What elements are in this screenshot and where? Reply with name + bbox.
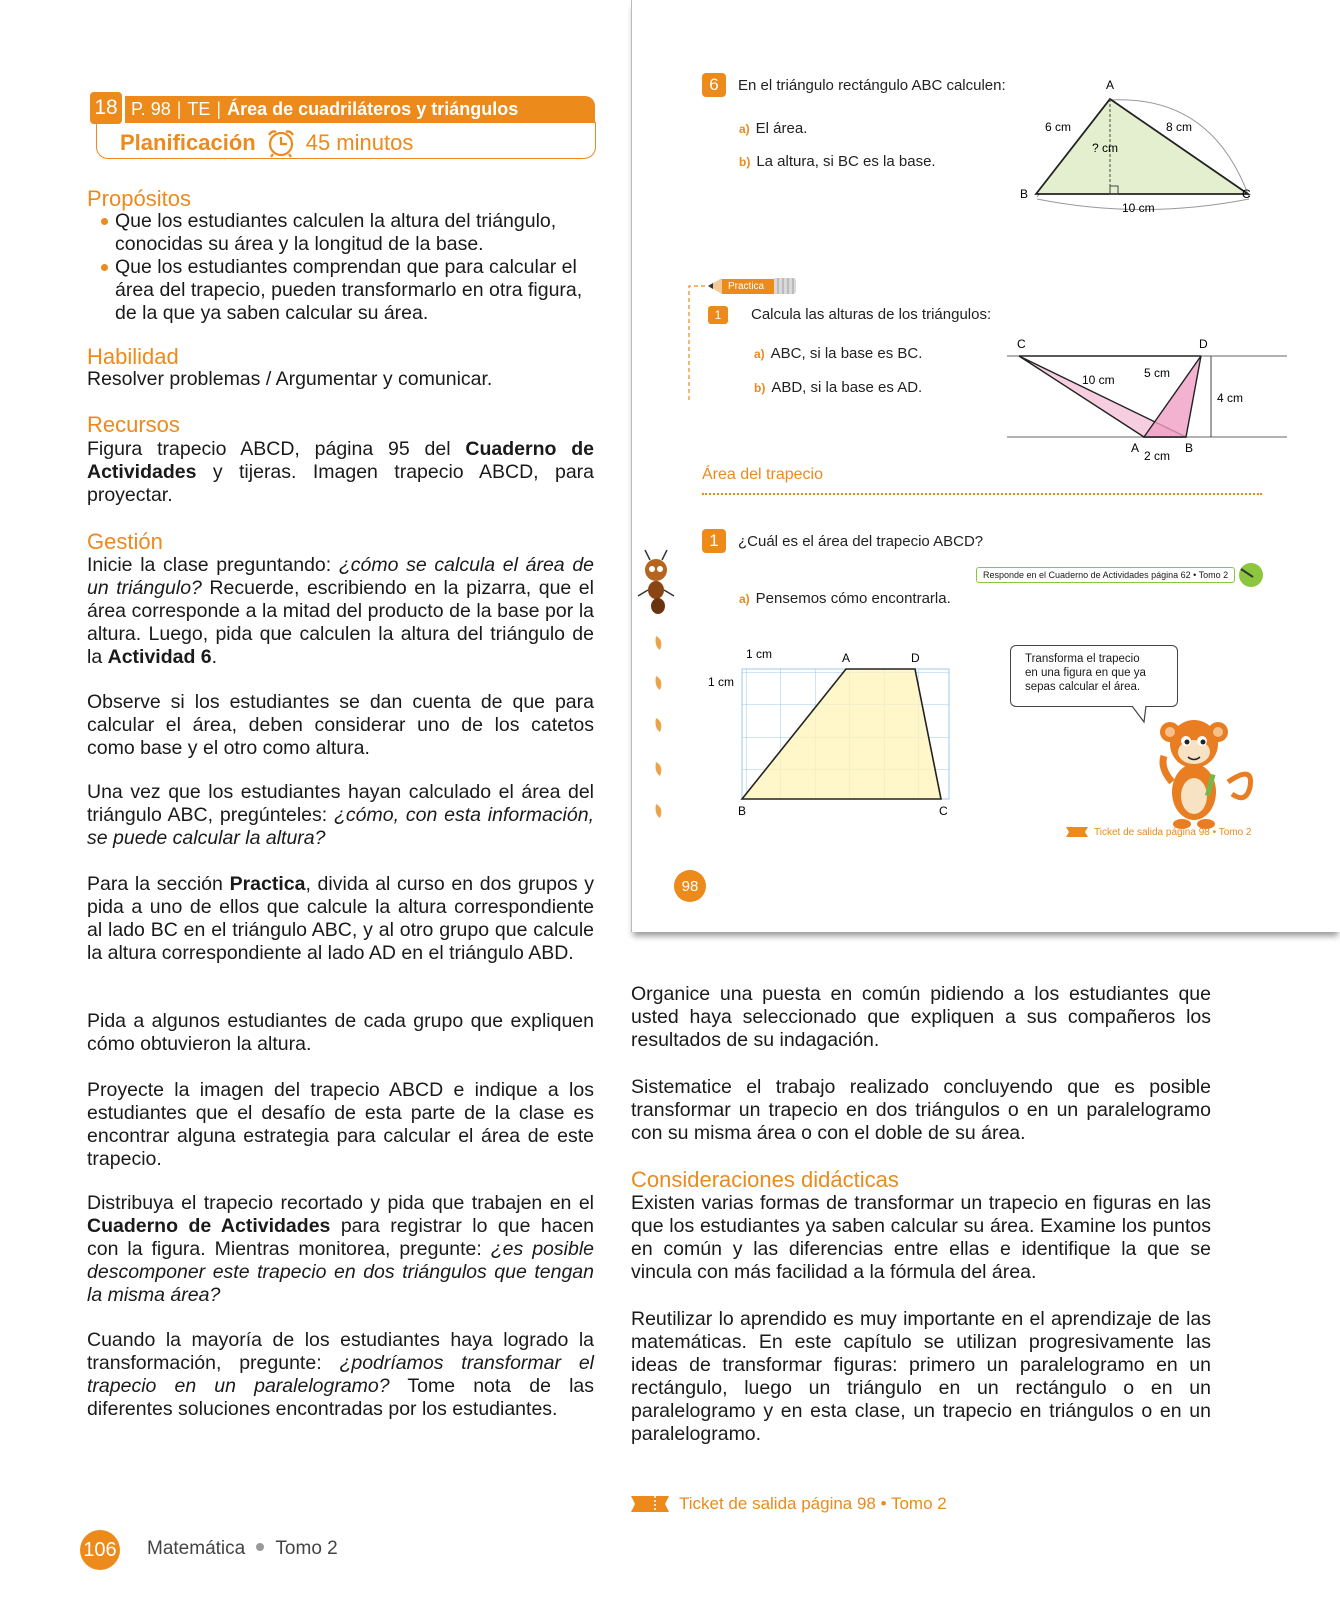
grid-1cm-left: 1 cm	[708, 675, 735, 689]
practica-pencil	[708, 278, 796, 294]
fig2-d-label: D	[1199, 337, 1208, 351]
gestion-paragraph-6: Proyecte la imagen del trapecio ABCD e indique a los estudiantes que el desafío de esta parte de la clase es encontrar alguna estrategia para calcular el área de este trapecio.	[87, 1079, 594, 1170]
question-6b: b) La altura, si BC es la base.	[739, 153, 936, 170]
habilidad-text: Resolver problemas / Argumentar y comunicar.	[87, 368, 493, 390]
question-1-text: ¿Cuál es el área del trapecio ABCD?	[738, 533, 984, 550]
monkey-mascot-icon	[1142, 712, 1262, 837]
te-label: TE	[187, 99, 211, 119]
lesson-title: Área de cuadriláteros y triángulos	[227, 99, 519, 119]
gestion-paragraph-2: Observe si los estudiantes se dan cuenta de que para calcular el área, deben considerar uno de los catetos como base y el otro como altura.	[87, 691, 594, 759]
height-label: ? cm	[1092, 141, 1119, 155]
planning-row	[120, 128, 413, 158]
question-1-number: 1	[702, 529, 726, 553]
recursos-text: Figura trapecio ABCD, página 95 del Cuaderno de Actividades y tijeras. Imagen trapecio ABCD, para proyectar.	[87, 438, 594, 506]
fig2-a-label: A	[1131, 441, 1140, 455]
side-bc-label: 10 cm	[1122, 201, 1155, 215]
responde-banner	[976, 561, 1265, 589]
separator: |	[216, 99, 222, 119]
practica-1-number: 1	[708, 306, 728, 324]
vertex-a-label: A	[1106, 78, 1115, 92]
right-paragraph-4: Reutilizar lo aprendido es muy importante en el aprendizaje de las matemáticas. En este capítulo se utilizan progresivamente las ideas de transformar figuras: primero un paralelogramo en un rectángulo, luego un triángulo en un rectángulo o en un paralelogramo y en esta clase, un trapecio en triángulos o en un paralelogramo.	[631, 1308, 1211, 1445]
duration: 45 minutos	[305, 130, 414, 155]
responde-text: Responde en el Cuaderno de Actividades página 62 • Tomo 2	[976, 567, 1235, 583]
dot-separator-icon	[256, 1543, 264, 1551]
consideraciones-text: Existen varias formas de transformar un trapecio en figuras en las que los estudiantes ya saben calcular su área. Examine los puntos en común y las diferencias entre ellas e identifique la que se vincula con más facilidad a la fórmula del área.	[631, 1192, 1211, 1283]
side-ac-label: 8 cm	[1166, 120, 1193, 134]
section-divider	[702, 493, 1262, 495]
gestion-paragraph-3: Una vez que los estudiantes hayan calculado el área del triángulo ABC, pregúnteles: ¿cómo, con esta información, se puede calcular la altura?	[87, 781, 594, 849]
trap-a-label: A	[842, 651, 851, 665]
page-ref: P. 98	[131, 99, 171, 119]
leaf-decoration-icon	[650, 632, 670, 828]
lesson-number: 18	[90, 92, 122, 124]
gestion-paragraph-8: Cuando la mayoría de los estudiantes haya logrado la transformación, pregunte: ¿podríamos transformar el trapecio en un paralelogramo? Tome nota de las diferentes soluciones encontradas por los estudiantes.	[87, 1329, 595, 1420]
student-page	[631, 0, 1340, 932]
ticket-salida	[631, 1494, 947, 1514]
gestion-paragraph-1: Inicie la clase preguntando: ¿cómo se calcula el área de un triángulo? Recuerde, escribiendo en la pizarra, que el área corresponde a la mitad del producto de la base por la altura. Luego, pida que calculen la altura del triángulo de la Actividad 6.	[87, 554, 595, 668]
student-ticket	[1066, 826, 1252, 838]
practica-1b: b) ABD, si la base es AD.	[754, 379, 923, 396]
trap-b-label: B	[738, 804, 747, 818]
habilidad-title: Habilidad	[87, 344, 179, 369]
question-6-text: En el triángulo rectángulo ABC calculen:	[738, 77, 1006, 94]
trap-c-label: C	[939, 804, 948, 818]
grid-1cm-top: 1 cm	[746, 647, 773, 661]
gestion-paragraph-5: Pida a algunos estudiantes de cada grupo que expliquen cómo obtuvieron la altura.	[87, 1010, 594, 1055]
proposito-item: Que los estudiantes comprendan que para calcular el área del trapecio, pueden transformarlo en otra figura, de la que ya saben calcular su área.	[87, 256, 595, 325]
gestion-paragraph-7: Distribuya el trapecio recortado y pida que trabajen en el Cuaderno de Actividades para registrar lo que hacen con la figura. Mientras monitorea, pregunte: ¿es posible descomponer este trapecio en dos triángulos que tengan la misma área?	[87, 1192, 595, 1306]
planning-label: Planificación	[120, 130, 256, 155]
hint-speech-bubble: Transforma el trapecio en una figura en que ya sepas calcular el área.	[1010, 645, 1178, 707]
side-ab-label: 6 cm	[1045, 120, 1072, 134]
trapezoid-grid-figure	[708, 640, 992, 820]
lesson-header-bar	[125, 96, 595, 123]
page-number-badge: 106	[80, 1530, 120, 1570]
question-1a: a) Pensemos cómo encontrarla.	[739, 590, 951, 607]
pencil-end-icon	[774, 278, 796, 294]
consideraciones-title: Consideraciones didácticas	[631, 1167, 899, 1192]
fig2-b-label: B	[1185, 441, 1194, 455]
student-ticket-text: Ticket de salida página 98 • Tomo 2	[1094, 826, 1252, 838]
trap-d-label: D	[911, 651, 920, 665]
two-triangles-figure	[1007, 330, 1287, 465]
right-triangle-figure	[1012, 75, 1272, 225]
right-paragraph-2: Sistematice el trabajo realizado concluyendo que es posible transformar un trapecio en dos triángulos o en un paralelogramo con su misma área o con el doble de su área.	[631, 1076, 1211, 1144]
recursos-title: Recursos	[87, 412, 180, 437]
practica-1-text: Calcula las alturas de los triángulos:	[751, 306, 992, 323]
ticket-icon	[631, 1494, 669, 1514]
notebook-pencil-icon	[1235, 561, 1265, 589]
ticket-text: Ticket de salida página 98 • Tomo 2	[679, 1494, 947, 1513]
ant-mascot-icon	[636, 548, 676, 618]
ticket-icon	[1066, 826, 1088, 838]
proposito-item: Que los estudiantes calculen la altura del triángulo, conocidas su área y la longitud de la base.	[87, 210, 595, 256]
question-6a: a) El área.	[739, 120, 808, 137]
gestion-title: Gestión	[87, 529, 163, 554]
pencil-icon	[708, 278, 722, 294]
student-page-number: 98	[674, 870, 706, 902]
right-paragraph-1: Organice una puesta en común pidiendo a los estudiantes que usted haya seleccionado que expliquen a sus compañeros los resultados de su indagación.	[631, 983, 1211, 1051]
practica-label: Practica	[722, 279, 774, 294]
vertex-b-label: B	[1020, 187, 1029, 201]
propositos-title: Propósitos	[87, 186, 191, 211]
separator: |	[176, 99, 182, 119]
vertex-c-label: C	[1242, 187, 1251, 201]
section-area-trapecio: Área del trapecio	[702, 466, 823, 483]
fig2-length-1: 10 cm	[1082, 373, 1115, 387]
fig2-length-4: 2 cm	[1144, 449, 1171, 463]
fig2-length-3: 4 cm	[1217, 391, 1244, 405]
fig2-c-label: C	[1017, 337, 1026, 351]
footer-subject: Matemática Tomo 2	[147, 1538, 338, 1559]
practica-1a: a) ABC, si la base es BC.	[754, 345, 923, 362]
alarm-clock-icon	[264, 128, 298, 158]
question-6-number: 6	[702, 73, 726, 97]
bullet-icon	[101, 218, 108, 225]
bullet-icon	[101, 264, 108, 271]
fig2-length-2: 5 cm	[1144, 366, 1171, 380]
gestion-paragraph-4: Para la sección Practica, divida al curso en dos grupos y pida a uno de ellos que calcule la altura correspondiente al lado BC en el triángulo ABC, y al otro grupo que calcule la altura correspondiente al lado AD en el triángulo ABD.	[87, 873, 595, 964]
